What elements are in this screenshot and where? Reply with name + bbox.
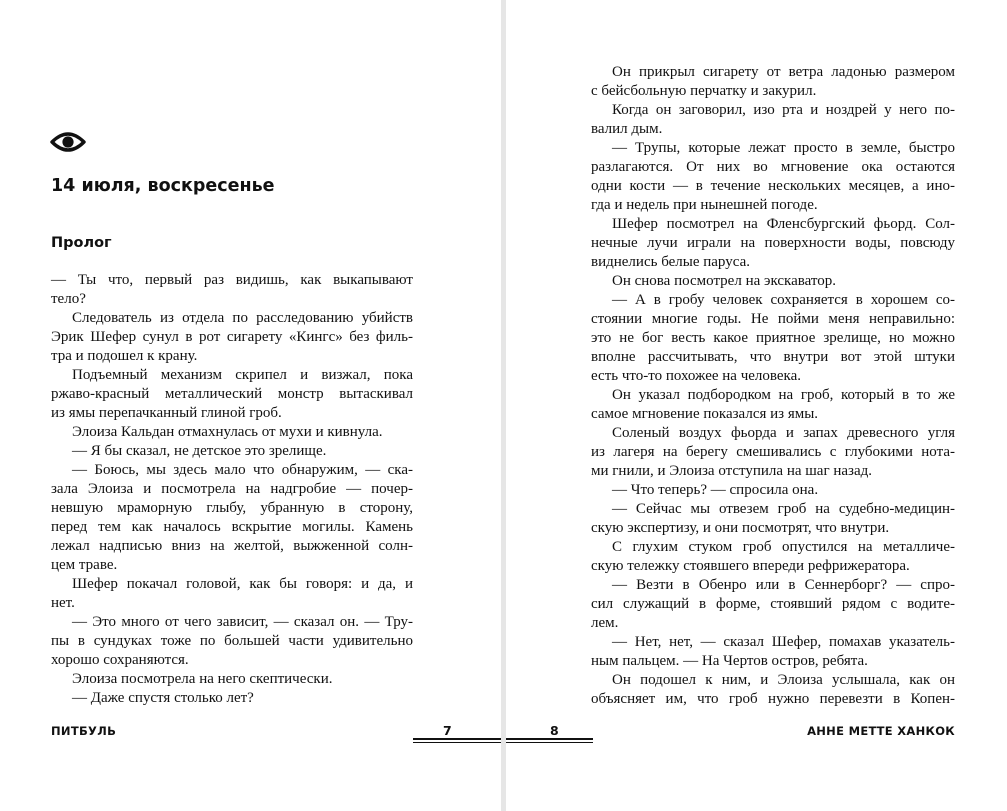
text-line: Он подошел к ним, и Элоиза услышала, как он	[612, 672, 955, 688]
text-line: пы в сундуках тоже по большей части удивительно	[51, 633, 413, 649]
text-line: из лагеря на берегу смешивались с глубокими нота-	[591, 444, 955, 460]
text-line: Шефер покачал головой, как бы говоря: и да, и	[72, 576, 413, 592]
text-line: Он снова посмотрел на экскаватор.	[612, 273, 836, 289]
text-line: нет.	[51, 595, 75, 611]
page-number: 7	[443, 723, 452, 738]
text-line: невшую мраморную глыбу, убранную в сторону,	[51, 500, 413, 516]
running-footer-author: АННЕ МЕТТЕ ХАНКОК	[807, 724, 955, 738]
text-line: — Нет, нет, — сказал Шефер, помахав указатель-	[612, 634, 955, 650]
eye-icon	[50, 125, 86, 159]
text-line: — Я бы сказал, не детское это зрелище.	[72, 443, 327, 459]
footer-rule	[506, 742, 593, 743]
left-body-text	[51, 271, 413, 708]
text-line: ми гнили, и Элоиза отступила на шаг назад.	[591, 463, 873, 479]
text-line: — Что теперь? — спросила она.	[612, 482, 819, 498]
text-line: это не бог весть какое приятное зрелище, но можно	[591, 330, 955, 346]
text-line: Элоиза Кальдан отмахнулась от мухи и кивнула.	[72, 424, 383, 440]
left-page	[0, 0, 501, 811]
text-line: Подъемный механизм скрипел и визжал, пока	[72, 367, 413, 383]
text-line: Эрик Шефер сунул в рот сигарету «Кингс» без филь-	[51, 329, 413, 345]
text-line: Когда он заговорил, изо рта и ноздрей у него по-	[612, 102, 955, 118]
text-line: вполне рассчитывать, что внутри вот этой штуки	[591, 349, 955, 365]
text-line: Соленый воздух фьорда и запах древесного угля	[612, 425, 955, 441]
text-line: Элоиза посмотрела на него скептически.	[72, 671, 333, 687]
right-body-text	[591, 63, 955, 709]
text-line: — Сейчас мы отвезем гроб на судебно-медицин-	[612, 501, 955, 517]
text-line: — Ты что, первый раз видишь, как выкапывают	[51, 272, 413, 288]
text-line: Шефер посмотрел на Фленсбургский фьорд. Сол-	[612, 216, 955, 232]
text-line: ржаво-красный металлический монстр вытаскивал	[51, 386, 413, 402]
text-line: перед тем как началось вскрытие могилы. Камень	[51, 519, 413, 535]
text-line: из ямы перепачканный глиной гроб.	[51, 405, 282, 421]
text-line: — А в гробу человек сохраняется в хорошем со-	[612, 292, 955, 308]
text-line: зала Элоиза и посмотрела на надгробие — почер-	[51, 481, 413, 497]
text-line: сил служащий в форме, стоявший рядом с водите-	[591, 596, 955, 612]
text-line: цем траве.	[51, 557, 118, 573]
running-footer-title: ПИТБУЛЬ	[51, 724, 117, 738]
text-line: — Везти в Обенро или в Сеннерборг? — спро-	[612, 577, 955, 593]
text-line: гда и недель при нынешней погоде.	[591, 197, 818, 213]
text-line: скую экспертизу, и они посмотрят, что внутри.	[591, 520, 890, 536]
text-line: объясняет им, что гроб нужно перевезти в Копен-	[591, 691, 955, 707]
section-title: Пролог	[51, 235, 112, 251]
text-line: Он указал подбородком на гроб, который в то же	[612, 387, 955, 403]
text-line: лежал надписью вниз на желтой, выжженной солн-	[51, 538, 413, 554]
text-line: тело?	[51, 291, 86, 307]
text-line: с бейсбольную перчатку и закурил.	[591, 83, 817, 99]
footer-rule	[413, 742, 501, 743]
text-line: лем.	[591, 615, 619, 631]
page-number: 8	[550, 723, 559, 738]
footer-rule	[413, 738, 501, 740]
text-line: виднелись белые паруса.	[591, 254, 750, 270]
text-line: Следователь из отдела по расследованию убийств	[72, 310, 413, 326]
text-line: есть что-то похожее на человека.	[591, 368, 802, 384]
text-line: разлагаются. От них во мгновение ока остаются	[591, 159, 955, 175]
text-line: тра и подошел к крану.	[51, 348, 198, 364]
text-line: С глухим стуком гроб опустился на металличе-	[612, 539, 955, 555]
text-line: хорошо сохраняются.	[51, 652, 189, 668]
text-line: стоянии многие годы. Не пойми меня неправильно:	[591, 311, 955, 327]
text-line: самое мгновение показался из ямы.	[591, 406, 819, 422]
text-line: — Боюсь, мы здесь мало что обнаружим, — ска-	[72, 462, 413, 478]
text-line: Он прикрыл сигарету от ветра ладонью размером	[612, 64, 955, 80]
text-line: ным пальцем. — На Чертов остров, ребята.	[591, 653, 868, 669]
chapter-title: 14 июля, воскресенье	[51, 176, 275, 196]
footer-rule	[506, 738, 593, 740]
text-line: валил дым.	[591, 121, 663, 137]
text-line: одни кости — в течение нескольких месяцев, а ино-	[591, 178, 955, 194]
text-line: — Даже спустя столько лет?	[72, 690, 254, 706]
text-line: скую тележку стоявшего впереди рефрижератора.	[591, 558, 910, 574]
text-line: — Это много от чего зависит, — сказал он. — Тру-	[72, 614, 413, 630]
text-line: нечные лучи играли на поверхности воды, повсюду	[591, 235, 955, 251]
text-line: — Трупы, которые лежат просто в земле, быстро	[612, 140, 955, 156]
